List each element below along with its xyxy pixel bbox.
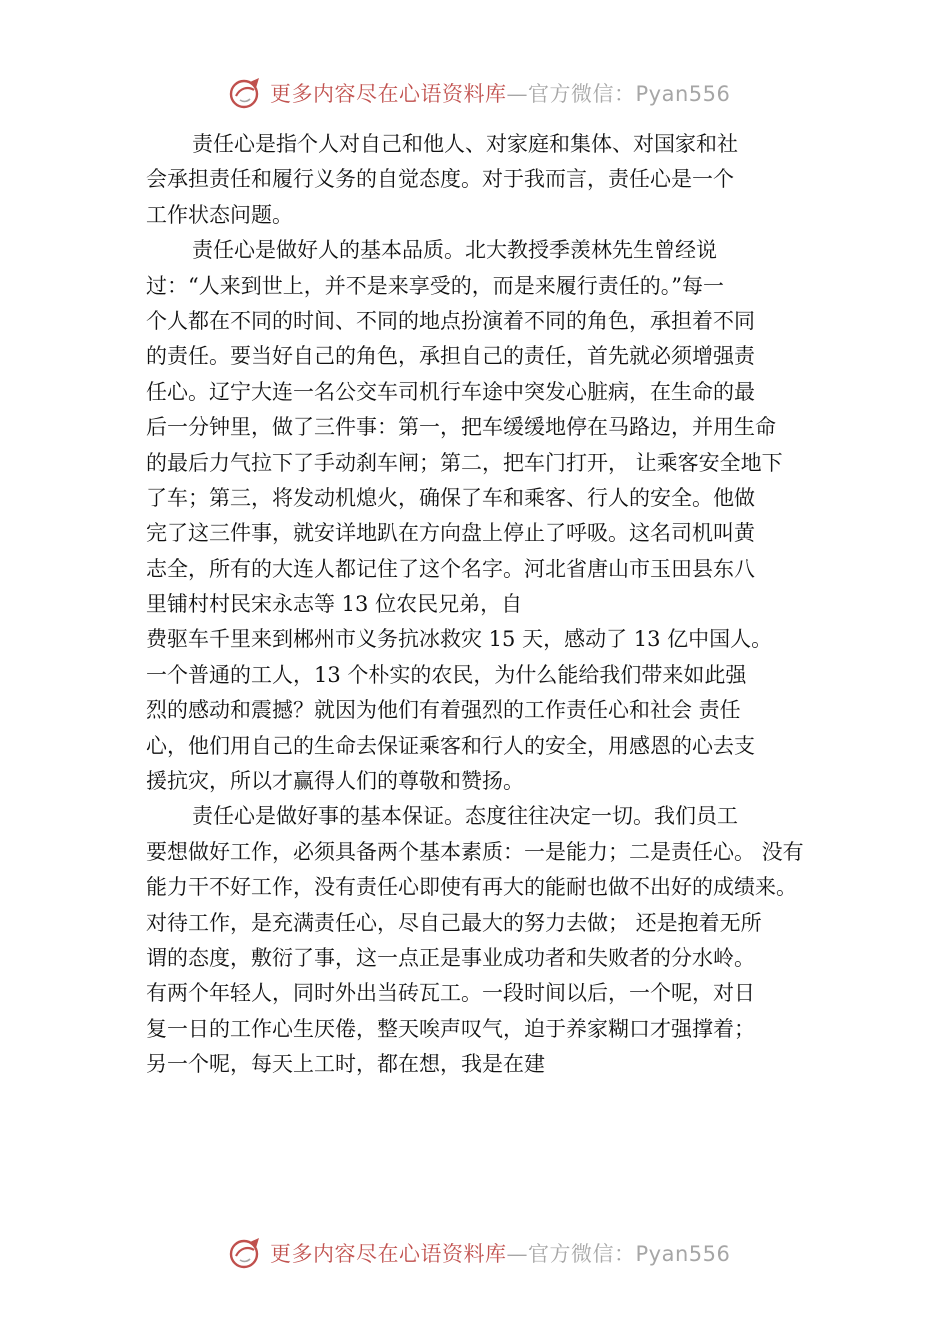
text-line: 了车；第三，将发动机熄火，确保了车和乘客、行人的安全。他做	[146, 485, 755, 510]
text-line: 的最后力气拉下了手动刹车闸；第二，把车门打开， 让乘客安全地下	[146, 450, 783, 475]
watermark-wechat-label: 官方微信：	[528, 1242, 636, 1266]
text-line: 心，他们用自己的生命去保证乘客和行人的安全，用感恩的心去支	[146, 733, 755, 758]
text-line: 后一分钟里，做了三件事：第一，把车缓缓地停在马路边，并用生命	[146, 415, 776, 440]
text-line: 会承担责任和履行义务的自觉态度。对于我而言，责任心是一个	[146, 167, 734, 192]
text-line: 烈的感动和震撼？就因为他们有着强烈的工作责任心和社会 责任	[146, 698, 741, 723]
text-line: 能力干不好工作，没有责任心即使有再大的能耐也做不出好的成绩来。	[146, 875, 797, 900]
paragraph-first-line: 责任心是指个人对自己和他人、对家庭和集体、对国家和社	[192, 132, 738, 156]
text-line: 对待工作，是充满责任心，尽自己最大的努力去做； 还是抱着无所	[146, 910, 762, 935]
text-line: 志全，所有的大连人都记住了这个名字。河北省唐山市玉田县东八	[146, 556, 755, 581]
text-line: 里铺村村民宋永志等 13 位农民兄弟，自	[146, 592, 523, 617]
watermark-text	[270, 78, 730, 108]
watermark-brand: 更多内容尽在心语资料库	[270, 1242, 507, 1266]
text-line: 有两个年轻人，同时外出当砖瓦工。一段时间以后，一个呢，对日	[146, 981, 755, 1006]
brand-logo-icon	[228, 1236, 264, 1270]
text-line: 过：“人来到世上，并不是来享受的，而是来履行责任的。”每一	[146, 273, 724, 298]
watermark-brand: 更多内容尽在心语资料库	[270, 82, 507, 106]
text-line: 援抗灾，所以才赢得人们的尊敬和赞扬。	[146, 769, 524, 794]
watermark-wechat-id: Pyan556	[635, 1242, 731, 1266]
text-line: 的责任。要当好自己的角色，承担自己的责任，首先就必须增强责	[146, 344, 755, 369]
text-line: 完了这三件事，就安详地趴在方向盘上停止了呼吸。这名司机叫黄	[146, 521, 755, 546]
text-line: 复一日的工作心生厌倦，整天唉声叹气，迫于养家糊口才强撑着；	[146, 1016, 755, 1041]
watermark-text	[270, 1238, 730, 1268]
text-line: 费驱车千里来到郴州市义务抗冰救灾 15 天，感动了 13 亿中国人。	[146, 627, 773, 652]
watermark-wechat-id: Pyan556	[635, 82, 731, 106]
paragraph-first-line: 责任心是做好事的基本保证。态度往往决定一切。我们员工	[192, 804, 738, 829]
paragraph-first-line: 责任心是做好人的基本品质。北大教授季羡林先生曾经说	[192, 238, 717, 263]
watermark-dash: —	[506, 82, 528, 106]
text-line: 任心。辽宁大连一名公交车司机行车途中突发心脏病，在生命的最	[146, 379, 755, 404]
document-body	[146, 127, 846, 1083]
text-line: 另一个呢，每天上工时，都在想，我是在建	[146, 1052, 545, 1077]
header-watermark	[228, 76, 730, 110]
text-line: 谓的态度，敷衍了事，这一点正是事业成功者和失败者的分水岭。	[146, 945, 755, 970]
brand-logo-icon	[228, 76, 264, 110]
text-line: 个人都在不同的时间、不同的地点扮演着不同的角色，承担着不同	[146, 308, 755, 333]
text-line: 工作状态问题。	[146, 202, 293, 227]
text-line: 一个普通的工人，13 个朴实的农民，为什么能给我们带来如此强	[146, 662, 747, 687]
watermark-wechat-label: 官方微信：	[528, 82, 636, 106]
watermark-dash: —	[506, 1242, 528, 1266]
footer-watermark	[228, 1236, 730, 1270]
text-line: 要想做好工作，必须具备两个基本素质：一是能力；二是责任心。 没有	[146, 839, 804, 864]
